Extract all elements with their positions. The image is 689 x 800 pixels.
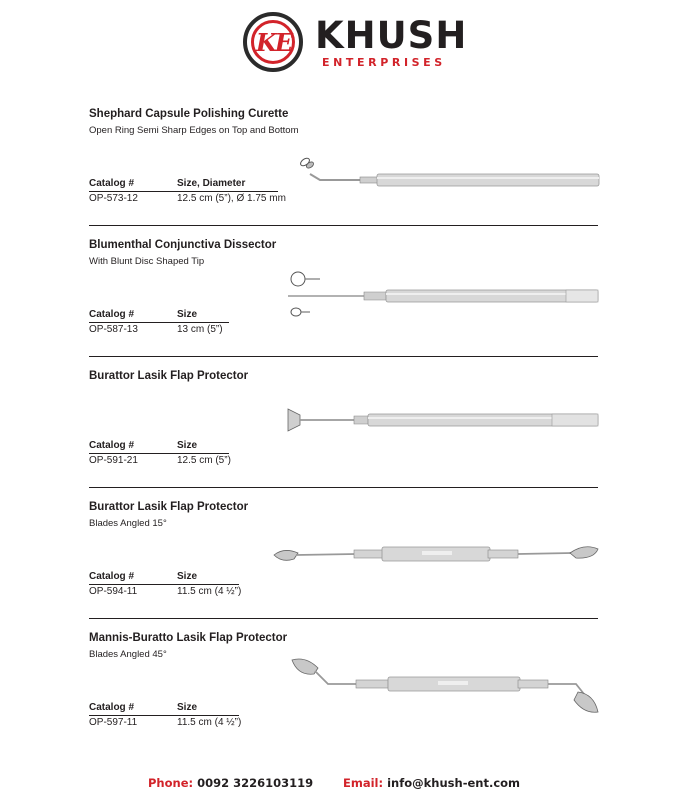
size-value: 13 cm (5”)	[177, 324, 223, 335]
product-section	[0, 370, 689, 500]
size-header: Size	[177, 702, 198, 713]
footer-phone	[148, 776, 313, 790]
size-value: 11.5 cm (4 ½”)	[177, 586, 242, 597]
catalog-number: OP-587-13	[89, 324, 138, 335]
size-value: 12.5 cm (5”), Ø 1.75 mm	[177, 193, 286, 204]
catalog-number: OP-597-11	[89, 717, 138, 728]
email-link[interactable]: info@khush-ent.com	[387, 776, 521, 790]
table-rule	[89, 453, 229, 454]
product-description: With Blunt Disc Shaped Tip	[89, 256, 205, 267]
catalog-header: Catalog #	[89, 440, 135, 451]
catalog-number: OP-594-11	[89, 586, 138, 597]
product-description: Open Ring Semi Sharp Edges on Top and Bottom	[89, 125, 299, 136]
product-section	[0, 501, 689, 631]
phone-label: Phone:	[148, 776, 194, 790]
size-value: 11.5 cm (4 ½”)	[177, 717, 242, 728]
table-rule	[89, 584, 239, 585]
angled-spatula-icon	[288, 654, 604, 716]
product-title: Mannis-Buratto Lasik Flap Protector	[89, 632, 288, 644]
footer-email	[343, 776, 520, 790]
product-section	[0, 239, 689, 369]
catalog-header: Catalog #	[89, 178, 135, 189]
product-section	[0, 632, 689, 762]
product-title: Burattor Lasik Flap Protector	[89, 370, 249, 382]
size-value: 12.5 cm (5”)	[177, 455, 231, 466]
product-section	[0, 108, 689, 238]
section-divider	[89, 487, 598, 488]
product-title: Blumenthal Conjunctiva Dissector	[89, 239, 277, 251]
logo-emblem	[243, 12, 303, 72]
size-header: Size	[177, 440, 198, 451]
double-ended-spatula-icon	[272, 541, 602, 571]
table-rule	[89, 715, 239, 716]
table-rule	[89, 322, 229, 323]
product-title: Shephard Capsule Polishing Curette	[89, 108, 289, 120]
section-divider	[89, 356, 598, 357]
catalog-header: Catalog #	[89, 702, 135, 713]
catalog-number: OP-573-12	[89, 193, 138, 204]
catalog-number: OP-591-21	[89, 455, 138, 466]
section-divider	[89, 618, 598, 619]
flap-protector-icon	[286, 406, 606, 436]
dissector-icon	[286, 269, 606, 329]
product-description: Blades Angled 45°	[89, 649, 167, 660]
section-divider	[89, 225, 598, 226]
product-description: Blades Angled 15°	[89, 518, 167, 529]
catalog-header: Catalog #	[89, 571, 135, 582]
brand-subtitle: ENTERPRISES	[322, 56, 446, 69]
size-header: Size	[177, 309, 198, 320]
logo-mark: KE	[256, 28, 292, 57]
catalog-header: Catalog #	[89, 309, 135, 320]
size-header: Size	[177, 571, 198, 582]
phone-number[interactable]: 0092 3226103119	[197, 776, 314, 790]
brand-logo	[243, 12, 468, 80]
brand-name: KHUSH	[315, 14, 468, 57]
product-title: Burattor Lasik Flap Protector	[89, 501, 249, 513]
email-label: Email:	[343, 776, 384, 790]
table-rule	[89, 191, 278, 192]
curette-icon	[290, 152, 610, 192]
size-header: Size, Diameter	[177, 178, 246, 189]
